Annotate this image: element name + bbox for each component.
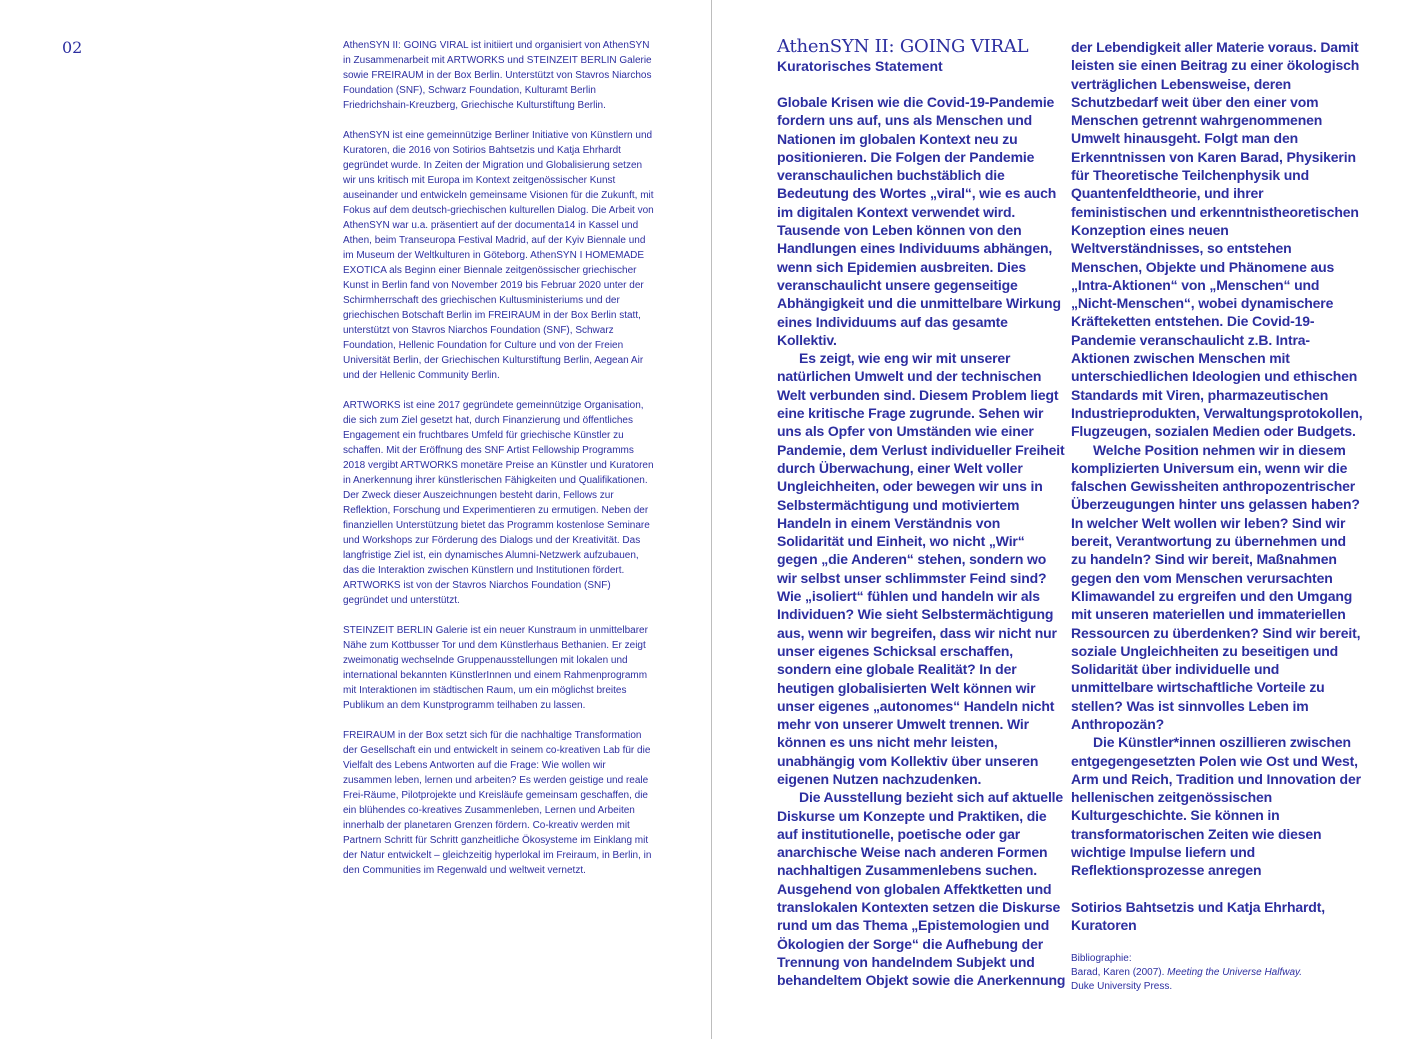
curators-signature: Sotirios Bahtsetzis und Katja Ehrhardt, Kuratoren [1071, 898, 1325, 933]
statement-column-2 [1071, 38, 1363, 994]
imprint-paragraph: AthenSYN II: GOING VIRAL ist initiiert und organisiert von AthenSYN in Zusammenarbeit mit ARTWORKS und STEINZEIT BERLIN Galerie sowie FREIRAUM in der Box Berlin. Unterstützt von Stavros Niarchos Foundation (SNF), Schwarz Foundation, Kulturamt Berlin Friedrichshain-Kreuzberg, Griechische Kulturstiftung Berlin. [343, 40, 652, 111]
statement-paragraph: Es zeigt, wie eng wir mit unserer natürlichen Umwelt und der technischen Welt verbunden sind. Diesem Problem liegt eine kritische Frage zugrunde. Sehen wir uns als Opfer von Umständen wie einer Pandemie, dem Verlust individueller Freiheit durch Überwachung, einer Welt voller Ungleichheiten, oder bewegen wir uns in Selbstermächtigung und motiviertem Handeln in einem Verständnis von Solidarität und Einheit, wo nicht „Wir“ gegen „die Anderen“ stehen, sondern wo wir selbst unser schlimmster Feind sind? Wie „isoliert“ fühlen und handeln wir als Individuen? Wie sieht Selbstermächtigung aus, wenn wir begreifen, dass wir nicht nur unser eigenes Schicksal erschaffen, sondern eine globale Realität? In der heutigen globalisierten Welt können wir unser eigenes „autonomes“ Handeln nicht mehr von unserer Umwelt trennen. Wir können es uns nicht mehr leisten, unabhängig vom Kollektiv über unseren eigenen Nutzen nachzudenken. [777, 350, 1065, 787]
imprint-paragraph: FREIRAUM in der Box setzt sich für die nachhaltige Transformation der Gesellschaft ein und entwickelt in seinem co-kreativen Lab für die Vielfalt des Lebens Antworten auf die Frage: Wie wollen wir zusammen leben, lernen und arbeiten? Es werden geistige und reale Frei-Räume, Pilotprojekte und Kreisläufe gemeinsam geschaffen, die ein blühendes co-kreatives Zusammenleben, Lernen und Arbeiten innerhalb der planetaren Grenzen fördern. Co-kreativ werden mit Partnern Schritt für Schritt ganzheitliche Ökosysteme im Einklang mit der Natur entwickelt – gleichzeitig hyperlokal im Freiraum, in Berlin, in den Communities im Regenwald und weltweit vernetzt. [343, 730, 652, 876]
imprint-paragraph: AthenSYN ist eine gemeinnützige Berliner Initiative von Künstlern und Kuratoren, die 2016 von Sotirios Bahtsetzis und Katja Ehrhardt gegründet wurde. In Zeiten der Migration und Globalisierung setzen wir uns kritisch mit Europa im Kontext zeitgenössischer Kunst auseinander und entwickeln gemeinsame Visionen für die Zukunft, mit Fokus auf dem deutsch-griechischen kulturellen Dialog. Die Arbeit von AthenSYN war u.a. präsentiert auf der documenta14 in Kassel und Athen, beim Transeuropa Festival Madrid, auf der Kyiv Biennale und im Museum der Weltkulturen in Göteborg. AthenSYN I HOMEMADE EXOTICA als Beginn einer Biennale zeitgenössischer griechischer Kunst in Berlin fand von November 2019 bis Februar 2020 unter der Schirmherrschaft des griechischen Kultusministeriums und der griechischen Botschaft Berlin im FREIRAUM in der Box Berlin statt, unterstützt von Stavros Niarchos Foundation (SNF), Schwarz Foundation, Hellenic Foundation for Culture und von der Freien Universität Berlin, der Griechischen Kulturstiftung Berlin, Aegean Air und der Hellenic Community Berlin. [343, 130, 654, 381]
bibliography-heading: Bibliographie: [1071, 953, 1132, 965]
imprint-paragraph: STEINZEIT BERLIN Galerie ist ein neuer Kunstraum in unmittelbarer Nähe zum Kottbusser Tor und dem Künstlerhaus Bethanien. Er zeigt zweimonatig wechselnde Gruppenausstellungen mit lokalen und international bekannten KünstlerInnen und einem Rahmenprogramm mit Interaktionen im städtischen Raum, um ein möglichst breites Publikum an dem Kunstprogramm teilhaben zu lassen. [343, 625, 648, 711]
bibliography-author: Barad, Karen (2007). [1071, 967, 1165, 979]
statement-paragraph: Welche Position nehmen wir in diesem komplizierten Universum ein, wenn wir die falschen Gewissheiten anthropozentrischer Überzeugungen hinter uns gelassen haben? In welcher Welt wollen wir leben? Sind wir bereit, Verantwortung zu übernehmen und zu handeln? Sind wir bereit, Maßnahmen gegen den vom Menschen verursachten Klimawandel zu ergreifen und den Umgang mit unseren materiellen und immateriellen Ressourcen zu überdenken? Sind wir bereit, soziale Ungleichheiten zu beseitigen und Solidarität über individuelle und unmittelbare wirtschaftliche Vorteile zu stellen? Was ist sinnvolles Leben im Anthropozän? [1071, 441, 1361, 732]
bibliography-entry [1071, 966, 1363, 980]
imprint-paragraph: ARTWORKS ist eine 2017 gegründete gemeinnützige Organisation, die sich zum Ziel gesetzt hat, durch Finanzierung und öffentliches Engagement ein fruchtbares Umfeld für griechische Künstler zu schaffen. Mit der Eröffnung des SNF Artist Fellowship Programms 2018 vergibt ARTWORKS monetäre Preise an Künstler und Kuratoren in Anerkennung ihrer künstlerischen Fähigkeiten und Qualifikationen. Der Zweck dieser Auszeichnungen besteht darin, Fellows zur Reflektion, Forschung und Experimentieren zu ermutigen. Neben der finanziellen Unterstützung bietet das Programm kostenlose Seminare und Workshops zur Förderung des Dialogs und der Kreativität. Das langfristige Ziel ist, ein dynamisches Alumni-Netzwerk aufzubauen, das die Interaktion zwischen Künstlern und Institutionen fördert. ARTWORKS ist von der Stavros Niarchos Foundation (SNF) gegründet und unterstützt. [343, 400, 654, 606]
statement-paragraph: Globale Krisen wie die Covid-19-Pandemie fordern uns auf, uns als Menschen und Nationen im globalen Kontext neu zu positionieren. Die Folgen der Pandemie veranschaulichen buchstäblich die Bedeutung des Wortes „viral“, wie es auch im digitalen Kontext verwendet wird. Tausende von Leben können von den Handlungen eines Individuums abhängen, wenn sich Epidemien ausbreiten. Dies veranschaulicht unsere gegenseitige Abhängigkeit und die unmittelbare Wirkung eines Individuums auf das gesamte Kollektiv. [777, 94, 1061, 348]
left-page [0, 0, 711, 1039]
bibliography [1071, 952, 1363, 994]
statement-title: AthenSYN II: GOING VIRAL [777, 36, 1029, 57]
statement-paragraph: Die Künstler*innen oszillieren zwischen entgegengesetzten Polen wie Ost und West, Arm und Reich, Tradition und Innovation der hellenischen zeitgenössischen Kulturgeschichte. Sie können in transformatorischen Zeiten wie diesen wichtige Impulse liefern und Reflektionsprozesse anregen [1071, 734, 1361, 879]
statement-paragraph: Die Ausstellung bezieht sich auf aktuelle Diskurse um Konzepte und Praktiken, die auf institutionelle, poetische oder gar anarchische Weise nach anderen Formen nachhaltigen Zusammenlebens suchen. Ausgehend von globalen Affektketten und translokalen Kontexten setzen die Diskurse rund um das Thema „Epistemologien und Ökologien der Sorge“ die Aufhebung der Trennung von handelndem Subjekt und behandeltem Objekt sowie die Anerkennung [777, 789, 1066, 989]
statement-subtitle: Kuratorisches Statement [777, 58, 943, 74]
bibliography-publisher: Duke University Press. [1071, 981, 1173, 993]
page-number: 02 [62, 38, 83, 57]
statement-column-1 [777, 93, 1067, 990]
bibliography-work-title: Meeting the Universe Halfway. [1167, 967, 1303, 979]
statement-paragraph: der Lebendigkeit aller Materie voraus. Damit leisten sie einen Beitrag zu einer ökologisch verträglichen Lebensweise, deren Schutzbedarf weit über den einer vom Menschen getrennt wahrgenommenen Umwelt hinausgeht. Folgt man den Erkenntnissen von Karen Barad, Physikerin für Theoretische Teilchenphysik und Quantenfeldtheorie, und ihrer feministischen und erkenntnistheoretischen Konzeption eines neuen Weltverständnisses, so entstehen Menschen, Objekte und Phänomene aus „Intra-Aktionen“ von „Menschen“ und „Nicht-Menschen“, wobei dynamischere Kräfteketten entstehen. Die Covid-19-Pandemie veranschaulicht z.B. Intra-Aktionen zwischen Menschen mit unterschiedlichen Ideologien und ethischen Standards mit Viren, pharmazeutischen Industrieprodukten, Verwaltungsprotokollen, Flugzeugen, sozialen Medien oder Budgets. [1071, 39, 1363, 440]
imprint-text [343, 38, 655, 893]
